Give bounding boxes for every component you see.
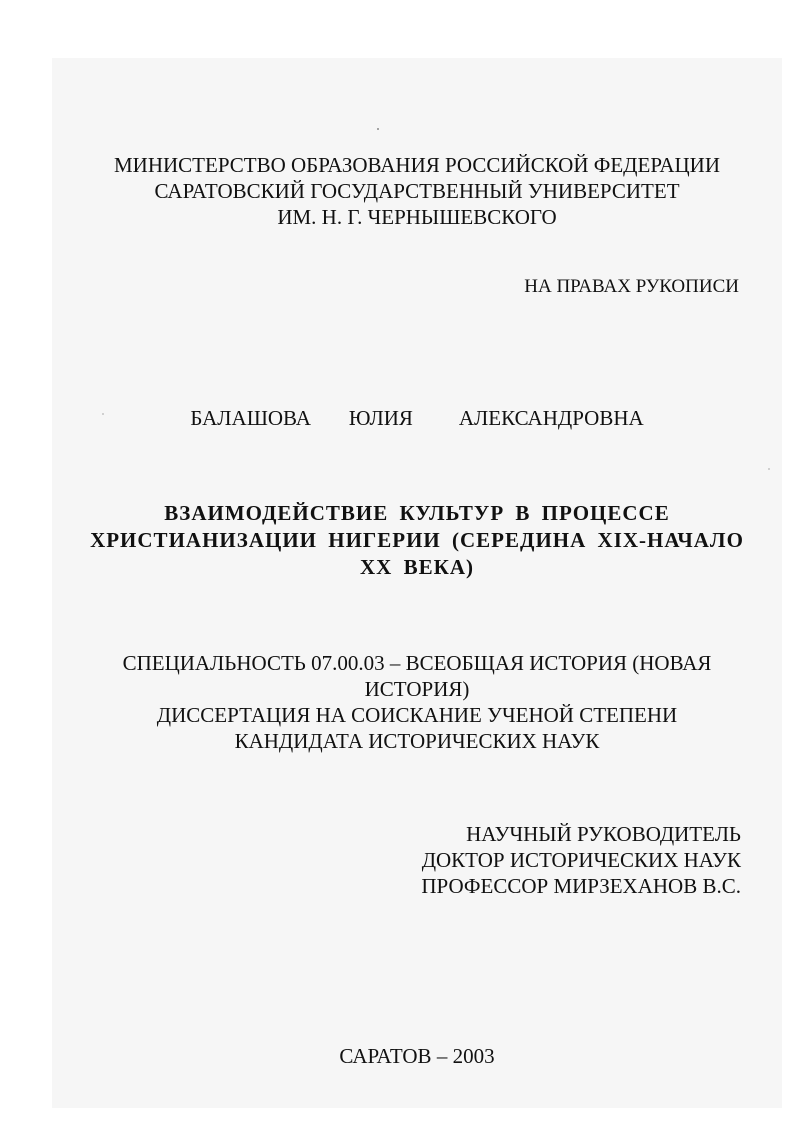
scientific-advisor: [421, 821, 741, 899]
author-surname: БАЛАШОВА: [190, 406, 311, 430]
degree-line: КАНДИДАТА ИСТОРИЧЕСКИХ НАУК: [234, 729, 600, 753]
title-line: ВЗАИМОДЕЙСТВИЕ КУЛЬТУР В ПРОЦЕССЕ: [164, 501, 670, 525]
advisor-role: НАУЧНЫЙ РУКОВОДИТЕЛЬ: [466, 822, 741, 846]
degree-line: ДИССЕРТАЦИЯ НА СОИСКАНИЕ УЧЕНОЙ СТЕПЕНИ: [156, 703, 678, 727]
title-line: XX ВЕКА): [360, 555, 474, 579]
city-year-footer: САРАТОВ – 2003: [339, 1044, 495, 1068]
manuscript-note: НА ПРАВАХ РУКОПИСИ: [524, 276, 739, 297]
advisor-name: ПРОФЕССОР МИРЗЕХАНОВ В.С.: [421, 874, 741, 898]
header-line-ministry: МИНИСТЕРСТВО ОБРАЗОВАНИЯ РОССИЙСКОЙ ФЕДЕРАЦИИ: [113, 153, 720, 177]
advisor-degree: ДОКТОР ИСТОРИЧЕСКИХ НАУК: [421, 848, 741, 872]
specialty-line: СПЕЦИАЛЬНОСТЬ 07.00.03 – ВСЕОБЩАЯ ИСТОРИЯ (НОВАЯ: [122, 651, 712, 675]
author-first-name: ЮЛИЯ: [348, 406, 413, 430]
scan-speck: [768, 468, 770, 470]
title-line: ХРИСТИАНИЗАЦИИ НИГЕРИИ (СЕРЕДИНА XIX-НАЧАЛО: [90, 528, 744, 552]
author-name: [52, 405, 782, 431]
header-line-university: САРАТОВСКИЙ ГОСУДАРСТВЕННЫЙ УНИВЕРСИТЕТ: [154, 179, 680, 203]
author-patronymic: АЛЕКСАНДРОВНА: [458, 406, 644, 430]
ministry-header: [52, 152, 782, 230]
specialty-block: [52, 650, 782, 754]
specialty-line: ИСТОРИЯ): [364, 677, 470, 701]
scan-speck: [377, 128, 379, 130]
header-line-named-after: ИМ. Н. Г. ЧЕРНЫШЕВСКОГО: [277, 205, 557, 229]
dissertation-title: [52, 500, 782, 581]
